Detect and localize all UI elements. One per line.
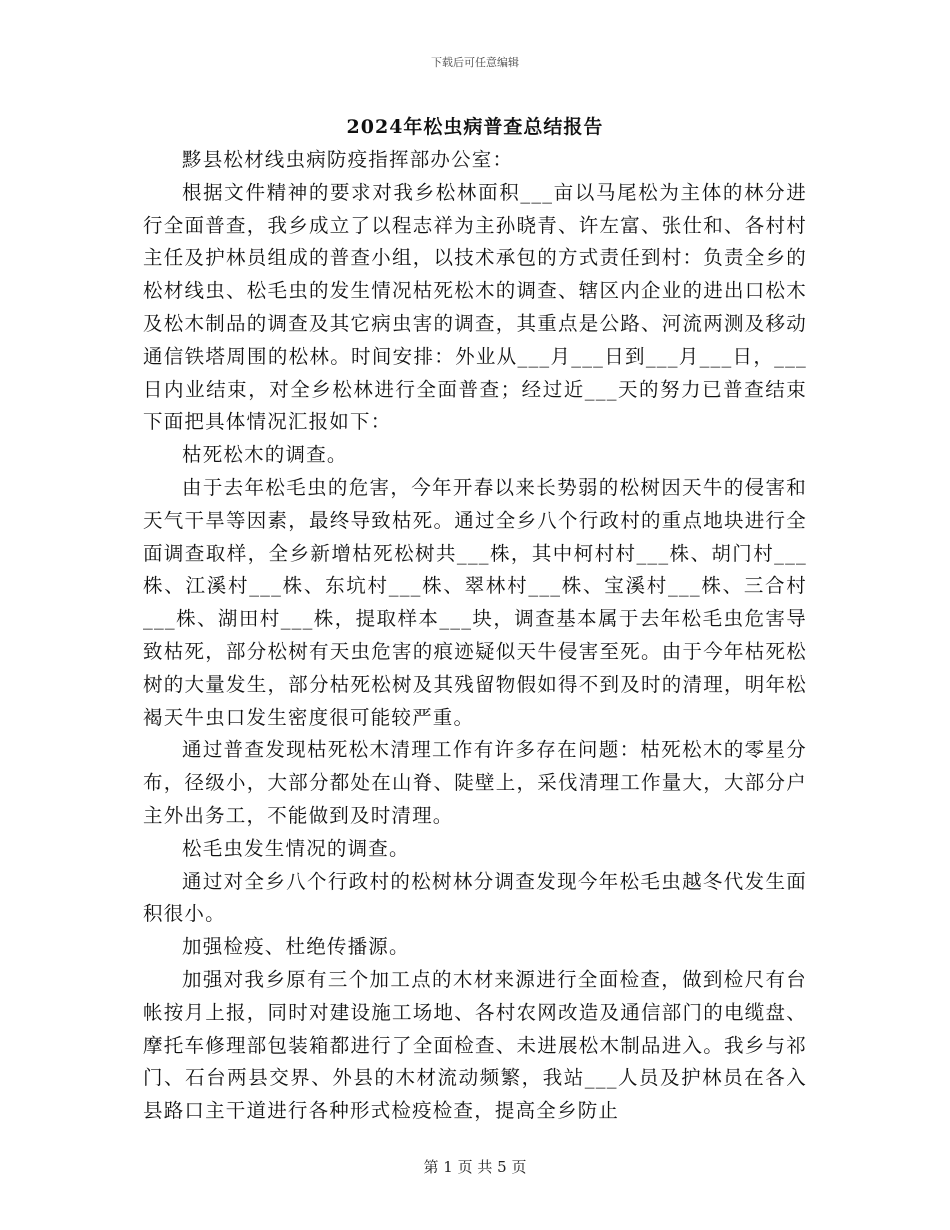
section-heading: 松毛虫发生情况的调查。	[182, 836, 410, 860]
paragraph-cleanup-issues: 通过普查发现枯死松木清理工作有许多存在问题：枯死松木的零星分布，径级小，大部分都处在山脊、陡壁上，采伐清理工作量大，大部分户主外出务工，不能做到及时清理。	[143, 738, 807, 827]
paragraph-caterpillar-survey: 通过对全乡八个行政村的松树林分调查发现今年松毛虫越冬代发生面积很小。	[143, 869, 807, 926]
header-note: 下载后可任意编辑	[431, 56, 519, 69]
paragraph-quarantine: 加强对我乡原有三个加工点的木材来源进行全面检查，做到检尺有台帐按月上报，同时对建设施工场地、各村农网改造及通信部门的电缆盘、摩托车修理部包装箱都进行了全面检查、未进展松木制品进入。我乡与祁门、石台两县交界、外县的木材流动频繁，我站___人员及护林员在各入县路口主干道进行各种形式检疫检查，提高全乡防止	[143, 967, 807, 1123]
section-heading: 枯死松木的调查。	[182, 443, 348, 467]
document-title: 2024年松虫病普查总结报告	[346, 116, 604, 138]
paragraph-dead-pine-survey: 由于去年松毛虫的危害，今年开春以来长势弱的松树因天牛的侵害和天气干旱等因素，最终导致枯死。通过全乡八个行政村的重点地块进行全面调查取样，全乡新增枯死松树共___株，其中柯村村___株、胡门村___株、江溪村___株、东坑村___株、翠林村___株、宝溪村___株、三合村___株、湖田村___株，提取样本___块，调查基本属于去年松毛虫危害导致枯死，部分松树有天虫危害的痕迹疑似天牛侵害至死。由于今年枯死松树的大量发生，部分枯死松树及其残留物假如得不到及时的清理，明年松褐天牛虫口发生密度很可能较严重。	[143, 475, 807, 729]
section-heading: 加强检疫、杜绝传播源。	[182, 935, 410, 959]
paragraph-intro: 根据文件精神的要求对我乡松林面积___亩以马尾松为主体的林分进行全面普查，我乡成立了以程志祥为主孙晓青、许左富、张仕和、各村村主任及护林员组成的普查小组，以技术承包的方式责任到村：负责全乡的松材线虫、松毛虫的发生情况枯死松木的调查、辖区内企业的进出口松木及松木制品的调查及其它病虫害的调查，其重点是公路、河流两测及移动通信铁塔周围的松林。时间安排：外业从___月___日到___月___日，___日内业结束，对全乡松林进行全面普查；经过近___天的努力已普查结束下面把具体情况汇报如下：	[143, 180, 807, 434]
page-number: 第 1 页 共 5 页	[423, 1158, 527, 1176]
paragraph-recipient: 黟县松材线虫病防疫指挥部办公室：	[182, 148, 514, 171]
document-body	[143, 144, 807, 1128]
